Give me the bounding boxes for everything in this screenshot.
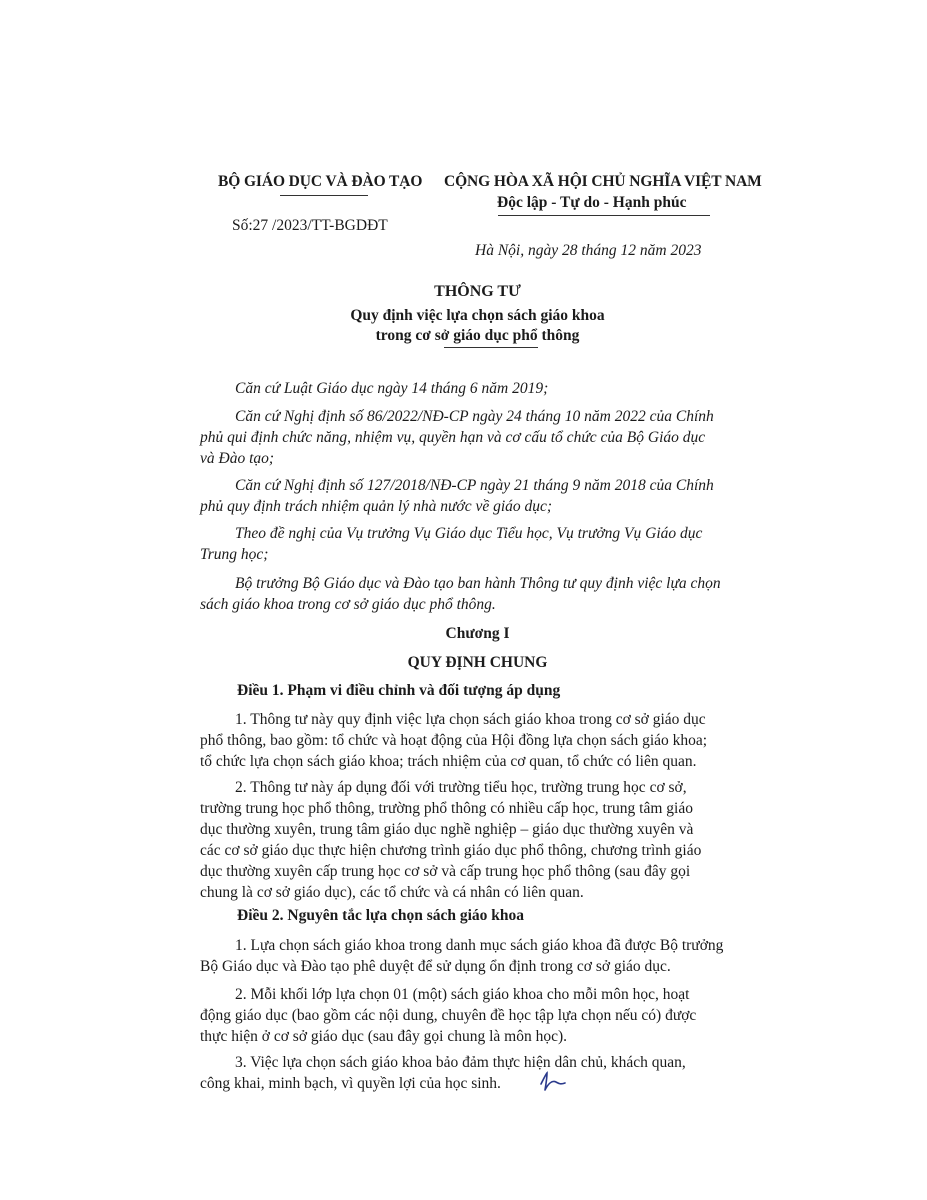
motto-underline bbox=[498, 215, 710, 216]
preamble-3-line-2: phủ quy định trách nhiệm quản lý nhà nước về giáo dục; bbox=[200, 498, 553, 515]
chapter-name: QUY ĐỊNH CHUNG bbox=[407, 654, 548, 671]
preamble-3 bbox=[200, 475, 748, 517]
preamble-4 bbox=[200, 523, 748, 565]
article-2-clause-2 bbox=[200, 984, 748, 1047]
preamble-2-line-2: phủ qui định chức năng, nhiệm vụ, quyền hạn và cơ cấu tổ chức của Bộ Giáo dục bbox=[200, 429, 706, 446]
a1c2-line-1: 2. Thông tư này áp dụng đối với trường tiểu học, trường trung học cơ sở, bbox=[235, 779, 687, 796]
ministry-name: BỘ GIÁO DỤC VÀ ĐÀO TẠO bbox=[218, 173, 423, 190]
preamble-2 bbox=[200, 406, 748, 469]
handwritten-initial-mark bbox=[538, 1070, 568, 1096]
issue-date: Hà Nội, ngày 28 tháng 12 năm 2023 bbox=[475, 242, 702, 259]
country-name: CỘNG HÒA XÃ HỘI CHỦ NGHĨA VIỆT NAM bbox=[444, 173, 762, 190]
subtitle-underline bbox=[444, 347, 538, 348]
a2c2-line-3: thực hiện ở cơ sở giáo dục (sau đây gọi chung là môn học). bbox=[200, 1028, 568, 1045]
a1c2-line-4: các cơ sở giáo dục thực hiện chương trình giáo dục phổ thông, chương trình giáo bbox=[200, 842, 702, 859]
a1c1-line-3: tổ chức lựa chọn sách giáo khoa; trách nhiệm của cơ quan, tổ chức có liên quan. bbox=[200, 753, 697, 770]
a1c1-line-1: 1. Thông tư này quy định việc lựa chọn sách giáo khoa trong cơ sở giáo dục bbox=[235, 711, 706, 728]
a1c1-line-2: phổ thông, bao gồm: tổ chức và hoạt động của Hội đồng lựa chọn sách giáo khoa; bbox=[200, 732, 708, 749]
preamble-1 bbox=[200, 378, 748, 399]
document-type-title: THÔNG TƯ bbox=[434, 283, 521, 300]
ministry-underline bbox=[280, 195, 368, 196]
a1c2-line-5: dục thường xuyên cấp trung học cơ sở và cấp trung học phổ thông (sau đây gọi bbox=[200, 863, 691, 880]
chapter-number: Chương I bbox=[445, 625, 510, 642]
a1c2-line-3: dục thường xuyên, trung tâm giáo dục nghề nghiệp – giáo dục thường xuyên và bbox=[200, 821, 694, 838]
a2c2-line-1: 2. Mỗi khối lớp lựa chọn 01 (một) sách giáo khoa cho mỗi môn học, hoạt bbox=[235, 986, 690, 1003]
a2c1-line-2: Bộ Giáo dục và Đào tạo phê duyệt để sử dụng ổn định trong cơ sở giáo dục. bbox=[200, 958, 671, 975]
national-motto: Độc lập - Tự do - Hạnh phúc bbox=[497, 194, 687, 211]
preamble-4-line-2: Trung học; bbox=[200, 546, 269, 563]
subtitle-line-1: Quy định việc lựa chọn sách giáo khoa bbox=[350, 307, 605, 324]
article-2-clause-3 bbox=[200, 1052, 748, 1094]
a1c2-line-2: trường trung học phổ thông, trường phổ thông có nhiều cấp học, trung tâm giáo bbox=[200, 800, 693, 817]
preamble-5-line-1: Bộ trưởng Bộ Giáo dục và Đào tạo ban hành Thông tư quy định việc lựa chọn bbox=[235, 575, 721, 592]
a2c2-line-2: động giáo dục (bao gồm các nội dung, chuyên đề học tập lựa chọn nếu có) được bbox=[200, 1007, 697, 1024]
article-1-heading: Điều 1. Phạm vi điều chỉnh và đối tượng áp dụng bbox=[237, 682, 561, 699]
preamble-3-line-1: Căn cứ Nghị định số 127/2018/NĐ-CP ngày 21 tháng 9 năm 2018 của Chính bbox=[235, 477, 714, 494]
article-2-clause-1 bbox=[200, 935, 748, 977]
preamble-2-line-1: Căn cứ Nghị định số 86/2022/NĐ-CP ngày 24 tháng 10 năm 2022 của Chính bbox=[235, 408, 714, 425]
document-number: Số:27 /2023/TT-BGDĐT bbox=[232, 217, 388, 234]
a2c3-line-2: công khai, minh bạch, vì quyền lợi của học sinh. bbox=[200, 1075, 501, 1092]
document-subtitle bbox=[150, 306, 805, 346]
preamble-5 bbox=[200, 573, 748, 615]
a1c2-line-6: chung là cơ sở giáo dục), các tổ chức và cá nhân có liên quan. bbox=[200, 884, 584, 901]
article-1-clause-1 bbox=[200, 709, 748, 772]
article-2-heading: Điều 2. Nguyên tắc lựa chọn sách giáo khoa bbox=[237, 907, 525, 924]
preamble-2-line-3: và Đào tạo; bbox=[200, 450, 275, 467]
preamble-5-line-2: sách giáo khoa trong cơ sở giáo dục phổ thông. bbox=[200, 596, 496, 613]
preamble-4-line-1: Theo đề nghị của Vụ trưởng Vụ Giáo dục Tiểu học, Vụ trưởng Vụ Giáo dục bbox=[235, 525, 703, 542]
a2c1-line-1: 1. Lựa chọn sách giáo khoa trong danh mục sách giáo khoa đã được Bộ trưởng bbox=[235, 937, 724, 954]
article-1-clause-2 bbox=[200, 777, 748, 903]
a2c3-line-1: 3. Việc lựa chọn sách giáo khoa bảo đảm thực hiện dân chủ, khách quan, bbox=[235, 1054, 686, 1071]
preamble-1-line-1: Căn cứ Luật Giáo dục ngày 14 tháng 6 năm 2019; bbox=[235, 380, 549, 397]
subtitle-line-2: trong cơ sở giáo dục phổ thông bbox=[375, 327, 580, 344]
